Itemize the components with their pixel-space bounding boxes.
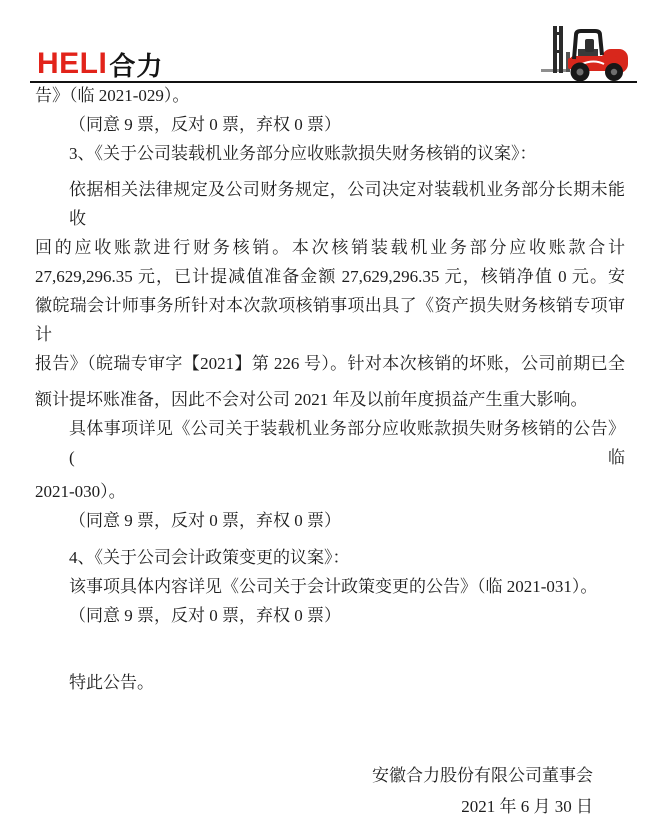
text-line: （同意 9 票，反对 0 票，弃权 0 票） (69, 606, 341, 625)
heli-logo (37, 49, 163, 79)
text-line: 27,629,296.35 元，已计提减值准备金额 27,629,296.35 元，核销净值 0 元。安 (35, 267, 625, 286)
text-line: 4、《关于公司会计政策变更的议案》： (69, 548, 350, 567)
text-line: 该事项具体内容详见《公司关于会计政策变更的公告》（临 2021-031）。 (69, 577, 598, 596)
logo-text-cn: 合力 (109, 51, 164, 81)
text-line: 徽皖瑞会计师事务所针对本次款项核销事项出具了《资产损失财务核销专项审计 (35, 296, 625, 344)
document-lines (35, 81, 625, 821)
text-line: 依据相关法律规定及公司财务规定，公司决定对装载机业务部分长期未能收 (69, 180, 625, 228)
page-header (30, 0, 637, 83)
text-line: 报告》（皖瑞专审字【2021】第 226 号）。针对本次核销的坏账，公司前期已全 (35, 354, 625, 373)
text-line: 回的应收账款进行财务核销。本次核销装载机业务部分应收账款合计 (35, 238, 625, 257)
text-line: 告》（临 2021-029）。 (35, 86, 190, 105)
forklift-icon (540, 24, 635, 82)
text-line: 3、《关于公司装载机业务部分应收账款损失财务核销的议案》： (69, 144, 537, 163)
text-line: 安徽合力股份有限公司董事会 (372, 766, 593, 785)
logo-text-heli: HELI (37, 47, 108, 80)
text-line: 额计提坏账准备，因此不会对公司 2021 年及以前年度损益产生重大影响。 (35, 390, 588, 409)
text-line: 特此公告。 (69, 673, 154, 692)
text-line: （同意 9 票，反对 0 票，弃权 0 票） (69, 511, 341, 530)
text-line: 具体事项详见《公司关于装载机业务部分应收账款损失财务核销的公告》(临 (69, 419, 625, 467)
text-line: 2021 年 6 月 30 日 (461, 797, 593, 816)
text-line: （同意 9 票，反对 0 票，弃权 0 票） (69, 115, 341, 134)
text-line: 2021-030）。 (35, 482, 126, 501)
